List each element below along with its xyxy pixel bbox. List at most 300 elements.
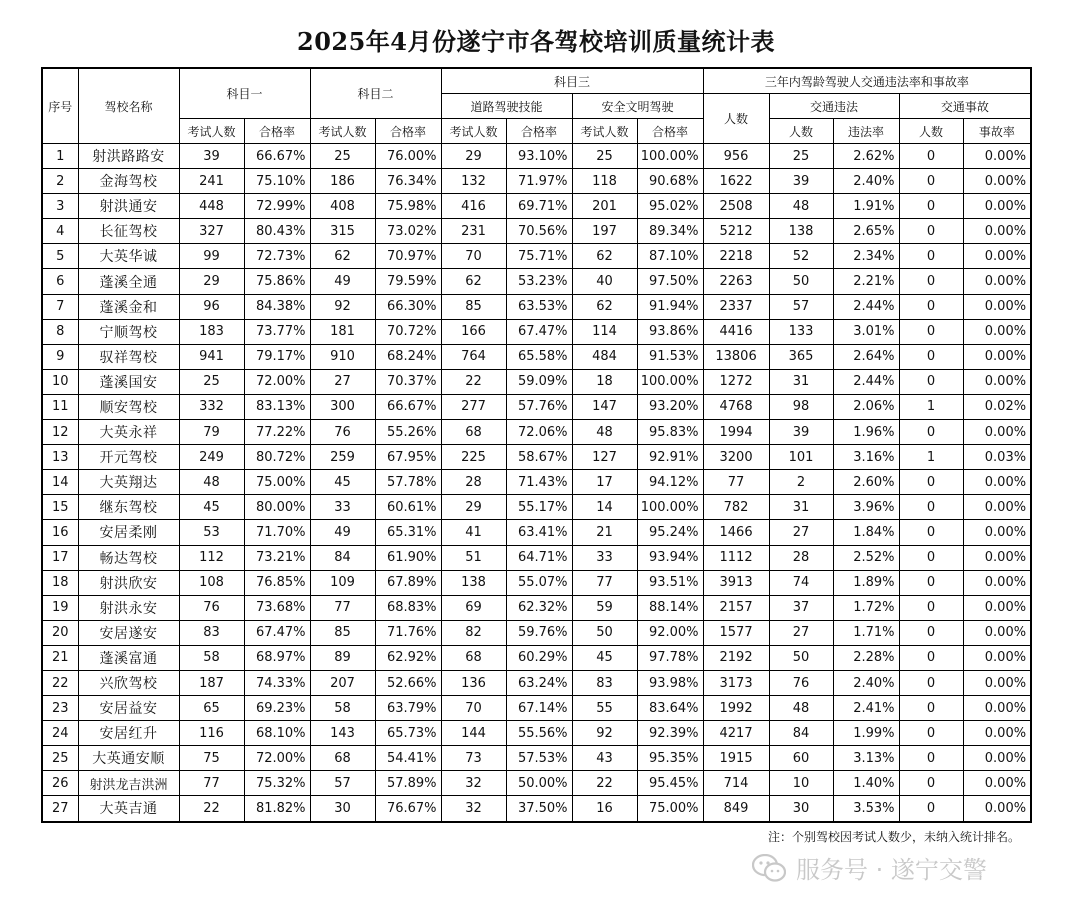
s2-exam-count-cell: 49 bbox=[310, 520, 375, 545]
accident-rate-cell: 0.00% bbox=[963, 219, 1031, 244]
accident-rate-cell: 0.00% bbox=[963, 670, 1031, 695]
safe-pass-rate-cell: 94.12% bbox=[637, 470, 703, 495]
violation-count-cell: 52 bbox=[769, 244, 833, 269]
row-seq-cell: 6 bbox=[42, 269, 78, 294]
accident-count-cell: 0 bbox=[899, 344, 963, 369]
school-name-cell: 蓬溪全通 bbox=[78, 269, 179, 294]
s1-pass-rate-cell: 75.00% bbox=[244, 470, 310, 495]
s2-exam-count-cell: 207 bbox=[310, 670, 375, 695]
road-exam-count-cell: 32 bbox=[441, 796, 506, 822]
people-count-cell: 1577 bbox=[703, 620, 769, 645]
accident-rate-cell: 0.00% bbox=[963, 595, 1031, 620]
accident-rate-cell: 0.00% bbox=[963, 294, 1031, 319]
violation-count-cell: 84 bbox=[769, 721, 833, 746]
table-row bbox=[42, 394, 1031, 419]
school-name-cell: 宁顺驾校 bbox=[78, 319, 179, 344]
accident-rate-cell: 0.03% bbox=[963, 445, 1031, 470]
s1-pass-rate-cell: 68.10% bbox=[244, 721, 310, 746]
school-name-cell: 大英通安顺 bbox=[78, 746, 179, 771]
s1-exam-count-cell: 53 bbox=[179, 520, 244, 545]
road-exam-count-cell: 231 bbox=[441, 219, 506, 244]
safe-exam-count-cell: 62 bbox=[572, 244, 637, 269]
violation-count-cell: 50 bbox=[769, 269, 833, 294]
table-row bbox=[42, 545, 1031, 570]
safe-pass-rate-cell: 87.10% bbox=[637, 244, 703, 269]
road-pass-rate-cell: 65.58% bbox=[506, 344, 572, 369]
safe-pass-rate-cell: 90.68% bbox=[637, 169, 703, 194]
school-name-cell: 射洪通安 bbox=[78, 194, 179, 219]
s2-pass-rate-cell: 76.67% bbox=[375, 796, 441, 822]
violation-rate-cell: 2.65% bbox=[833, 219, 899, 244]
safe-pass-rate-cell: 97.50% bbox=[637, 269, 703, 294]
people-count-cell: 1466 bbox=[703, 520, 769, 545]
row-seq-cell: 18 bbox=[42, 570, 78, 595]
road-exam-count-cell: 29 bbox=[441, 144, 506, 169]
people-count-cell: 3200 bbox=[703, 445, 769, 470]
accident-count-cell: 0 bbox=[899, 495, 963, 520]
road-pass-rate-cell: 75.71% bbox=[506, 244, 572, 269]
road-pass-rate-cell: 62.32% bbox=[506, 595, 572, 620]
safe-pass-rate-cell: 97.78% bbox=[637, 645, 703, 670]
safe-exam-count-cell: 45 bbox=[572, 645, 637, 670]
row-seq-cell: 14 bbox=[42, 470, 78, 495]
accident-count-cell: 0 bbox=[899, 244, 963, 269]
violation-rate-cell: 2.64% bbox=[833, 344, 899, 369]
violation-rate-cell: 3.16% bbox=[833, 445, 899, 470]
s1-pass-rate-cell: 84.38% bbox=[244, 294, 310, 319]
safe-pass-rate-cell: 95.35% bbox=[637, 746, 703, 771]
school-name-cell: 安居遂安 bbox=[78, 620, 179, 645]
s1-exam-count-cell: 249 bbox=[179, 445, 244, 470]
footnote: 注：个别驾校因考试人数少，未纳入统计排名。 bbox=[767, 830, 1020, 844]
people-count-cell: 1994 bbox=[703, 420, 769, 445]
road-pass-rate-cell: 55.07% bbox=[506, 570, 572, 595]
safe-exam-count-cell: 197 bbox=[572, 219, 637, 244]
s2-exam-count-cell: 181 bbox=[310, 319, 375, 344]
road-pass-rate-cell: 71.97% bbox=[506, 169, 572, 194]
road-exam-count-cell: 70 bbox=[441, 696, 506, 721]
s1-pass-rate-cell: 80.72% bbox=[244, 445, 310, 470]
road-exam-count-cell: 277 bbox=[441, 394, 506, 419]
s2-pass-rate-cell: 62.92% bbox=[375, 645, 441, 670]
s1-exam-count-cell: 65 bbox=[179, 696, 244, 721]
road-exam-count-cell: 62 bbox=[441, 269, 506, 294]
safe-pass-rate-cell: 92.00% bbox=[637, 620, 703, 645]
accident-count-cell: 0 bbox=[899, 319, 963, 344]
s2-exam-count-cell: 89 bbox=[310, 645, 375, 670]
s2-exam-count-cell: 300 bbox=[310, 394, 375, 419]
s2-pass-rate-cell: 66.67% bbox=[375, 394, 441, 419]
accident-rate-cell: 0.00% bbox=[963, 771, 1031, 796]
safe-exam-count-cell: 59 bbox=[572, 595, 637, 620]
school-name-cell: 长征驾校 bbox=[78, 219, 179, 244]
accident-count-cell: 0 bbox=[899, 595, 963, 620]
safe-pass-rate-cell: 88.14% bbox=[637, 595, 703, 620]
safe-exam-count-cell: 43 bbox=[572, 746, 637, 771]
safe-exam-count-cell: 17 bbox=[572, 470, 637, 495]
violation-count-cell: 31 bbox=[769, 495, 833, 520]
safe-pass-rate-cell: 91.53% bbox=[637, 344, 703, 369]
people-count-cell: 13806 bbox=[703, 344, 769, 369]
people-count-cell: 1112 bbox=[703, 545, 769, 570]
header-people: 人数 bbox=[703, 94, 769, 144]
accident-count-cell: 0 bbox=[899, 721, 963, 746]
violation-rate-cell: 1.91% bbox=[833, 194, 899, 219]
s2-pass-rate-cell: 70.37% bbox=[375, 369, 441, 394]
school-name-cell: 蓬溪国安 bbox=[78, 369, 179, 394]
accident-count-cell: 0 bbox=[899, 194, 963, 219]
statistics-table bbox=[41, 67, 1032, 823]
violation-count-cell: 138 bbox=[769, 219, 833, 244]
school-name-cell: 射洪路路安 bbox=[78, 144, 179, 169]
table-row bbox=[42, 344, 1031, 369]
violation-rate-cell: 2.60% bbox=[833, 470, 899, 495]
s2-exam-count-cell: 315 bbox=[310, 219, 375, 244]
people-count-cell: 956 bbox=[703, 144, 769, 169]
accident-count-cell: 0 bbox=[899, 696, 963, 721]
s2-exam-count-cell: 25 bbox=[310, 144, 375, 169]
violation-rate-cell: 2.44% bbox=[833, 294, 899, 319]
safe-pass-rate-cell: 75.00% bbox=[637, 796, 703, 822]
s1-pass-rate-cell: 72.00% bbox=[244, 746, 310, 771]
accident-rate-cell: 0.00% bbox=[963, 244, 1031, 269]
violation-rate-cell: 2.34% bbox=[833, 244, 899, 269]
road-exam-count-cell: 68 bbox=[441, 420, 506, 445]
violation-count-cell: 31 bbox=[769, 369, 833, 394]
people-count-cell: 2157 bbox=[703, 595, 769, 620]
road-pass-rate-cell: 71.43% bbox=[506, 470, 572, 495]
safe-pass-rate-cell: 93.20% bbox=[637, 394, 703, 419]
table-row bbox=[42, 269, 1031, 294]
road-pass-rate-cell: 69.71% bbox=[506, 194, 572, 219]
row-seq-cell: 25 bbox=[42, 746, 78, 771]
school-name-cell: 顺安驾校 bbox=[78, 394, 179, 419]
s1-exam-count-cell: 96 bbox=[179, 294, 244, 319]
s1-exam-count-cell: 45 bbox=[179, 495, 244, 520]
violation-count-cell: 37 bbox=[769, 595, 833, 620]
s1-exam-count-cell: 187 bbox=[179, 670, 244, 695]
table-header bbox=[42, 68, 1031, 144]
s2-exam-count-cell: 58 bbox=[310, 696, 375, 721]
accident-rate-cell: 0.00% bbox=[963, 746, 1031, 771]
road-exam-count-cell: 85 bbox=[441, 294, 506, 319]
s1-exam-count-cell: 83 bbox=[179, 620, 244, 645]
s2-pass-rate-cell: 67.95% bbox=[375, 445, 441, 470]
s2-pass-rate-cell: 55.26% bbox=[375, 420, 441, 445]
table-row bbox=[42, 520, 1031, 545]
school-name-cell: 大英吉通 bbox=[78, 796, 179, 822]
row-seq-cell: 1 bbox=[42, 144, 78, 169]
violation-count-cell: 39 bbox=[769, 169, 833, 194]
s1-exam-count-cell: 76 bbox=[179, 595, 244, 620]
safe-exam-count-cell: 25 bbox=[572, 144, 637, 169]
s1-exam-count-cell: 241 bbox=[179, 169, 244, 194]
safe-exam-count-cell: 33 bbox=[572, 545, 637, 570]
row-seq-cell: 10 bbox=[42, 369, 78, 394]
violation-count-cell: 50 bbox=[769, 645, 833, 670]
violation-rate-cell: 2.40% bbox=[833, 670, 899, 695]
school-name-cell: 开元驾校 bbox=[78, 445, 179, 470]
accident-count-cell: 1 bbox=[899, 394, 963, 419]
school-name-cell: 射洪欣安 bbox=[78, 570, 179, 595]
accident-rate-cell: 0.00% bbox=[963, 420, 1031, 445]
s2-pass-rate-cell: 60.61% bbox=[375, 495, 441, 520]
road-pass-rate-cell: 67.47% bbox=[506, 319, 572, 344]
s2-exam-count-cell: 33 bbox=[310, 495, 375, 520]
people-count-cell: 4416 bbox=[703, 319, 769, 344]
s2-exam-count-cell: 49 bbox=[310, 269, 375, 294]
s1-exam-count-cell: 58 bbox=[179, 645, 244, 670]
s2-pass-rate-cell: 76.00% bbox=[375, 144, 441, 169]
s1-exam-count-cell: 332 bbox=[179, 394, 244, 419]
s2-exam-count-cell: 259 bbox=[310, 445, 375, 470]
school-name-cell: 安居红升 bbox=[78, 721, 179, 746]
violation-rate-cell: 1.89% bbox=[833, 570, 899, 595]
accident-count-cell: 0 bbox=[899, 144, 963, 169]
school-name-cell: 安居柔刚 bbox=[78, 520, 179, 545]
road-exam-count-cell: 73 bbox=[441, 746, 506, 771]
safe-pass-rate-cell: 100.00% bbox=[637, 369, 703, 394]
s2-pass-rate-cell: 75.98% bbox=[375, 194, 441, 219]
violation-count-cell: 10 bbox=[769, 771, 833, 796]
road-pass-rate-cell: 58.67% bbox=[506, 445, 572, 470]
safe-exam-count-cell: 77 bbox=[572, 570, 637, 595]
row-seq-cell: 26 bbox=[42, 771, 78, 796]
header-s2-exam-count: 考试人数 bbox=[310, 119, 375, 144]
safe-exam-count-cell: 92 bbox=[572, 721, 637, 746]
school-name-cell: 安居益安 bbox=[78, 696, 179, 721]
people-count-cell: 2192 bbox=[703, 645, 769, 670]
s1-exam-count-cell: 25 bbox=[179, 369, 244, 394]
row-seq-cell: 16 bbox=[42, 520, 78, 545]
s2-pass-rate-cell: 79.59% bbox=[375, 269, 441, 294]
people-count-cell: 1622 bbox=[703, 169, 769, 194]
road-pass-rate-cell: 59.76% bbox=[506, 620, 572, 645]
road-pass-rate-cell: 72.06% bbox=[506, 420, 572, 445]
violation-count-cell: 98 bbox=[769, 394, 833, 419]
accident-rate-cell: 0.00% bbox=[963, 269, 1031, 294]
row-seq-cell: 12 bbox=[42, 420, 78, 445]
violation-rate-cell: 2.40% bbox=[833, 169, 899, 194]
table-row bbox=[42, 319, 1031, 344]
safe-pass-rate-cell: 83.64% bbox=[637, 696, 703, 721]
accident-count-cell: 0 bbox=[899, 620, 963, 645]
people-count-cell: 3913 bbox=[703, 570, 769, 595]
accident-count-cell: 0 bbox=[899, 294, 963, 319]
violation-count-cell: 60 bbox=[769, 746, 833, 771]
accident-rate-cell: 0.00% bbox=[963, 495, 1031, 520]
table-row bbox=[42, 369, 1031, 394]
accident-count-cell: 1 bbox=[899, 445, 963, 470]
s1-pass-rate-cell: 73.21% bbox=[244, 545, 310, 570]
table-row bbox=[42, 570, 1031, 595]
header-s2-pass-rate: 合格率 bbox=[375, 119, 441, 144]
accident-count-cell: 0 bbox=[899, 645, 963, 670]
s2-pass-rate-cell: 57.78% bbox=[375, 470, 441, 495]
s1-exam-count-cell: 116 bbox=[179, 721, 244, 746]
accident-rate-cell: 0.00% bbox=[963, 470, 1031, 495]
road-exam-count-cell: 225 bbox=[441, 445, 506, 470]
s2-pass-rate-cell: 61.90% bbox=[375, 545, 441, 570]
violation-count-cell: 30 bbox=[769, 796, 833, 822]
row-seq-cell: 23 bbox=[42, 696, 78, 721]
table-row bbox=[42, 721, 1031, 746]
accident-rate-cell: 0.02% bbox=[963, 394, 1031, 419]
safe-exam-count-cell: 114 bbox=[572, 319, 637, 344]
row-seq-cell: 9 bbox=[42, 344, 78, 369]
header-accident: 交通事故 bbox=[899, 94, 1031, 119]
table-row bbox=[42, 169, 1031, 194]
school-name-cell: 射洪永安 bbox=[78, 595, 179, 620]
s1-pass-rate-cell: 72.99% bbox=[244, 194, 310, 219]
road-exam-count-cell: 82 bbox=[441, 620, 506, 645]
row-seq-cell: 17 bbox=[42, 545, 78, 570]
table-row bbox=[42, 420, 1031, 445]
safe-pass-rate-cell: 93.86% bbox=[637, 319, 703, 344]
accident-rate-cell: 0.00% bbox=[963, 194, 1031, 219]
people-count-cell: 3173 bbox=[703, 670, 769, 695]
violation-count-cell: 25 bbox=[769, 144, 833, 169]
header-s1-exam-count: 考试人数 bbox=[179, 119, 244, 144]
s2-exam-count-cell: 45 bbox=[310, 470, 375, 495]
road-pass-rate-cell: 70.56% bbox=[506, 219, 572, 244]
road-pass-rate-cell: 63.53% bbox=[506, 294, 572, 319]
s1-pass-rate-cell: 67.47% bbox=[244, 620, 310, 645]
safe-exam-count-cell: 21 bbox=[572, 520, 637, 545]
road-pass-rate-cell: 57.76% bbox=[506, 394, 572, 419]
s2-exam-count-cell: 910 bbox=[310, 344, 375, 369]
school-name-cell: 大英翔达 bbox=[78, 470, 179, 495]
people-count-cell: 2263 bbox=[703, 269, 769, 294]
accident-count-cell: 0 bbox=[899, 269, 963, 294]
header-subject3: 科目三 bbox=[441, 68, 703, 94]
safe-pass-rate-cell: 92.39% bbox=[637, 721, 703, 746]
row-seq-cell: 20 bbox=[42, 620, 78, 645]
s2-exam-count-cell: 408 bbox=[310, 194, 375, 219]
road-exam-count-cell: 28 bbox=[441, 470, 506, 495]
road-exam-count-cell: 69 bbox=[441, 595, 506, 620]
s2-pass-rate-cell: 70.72% bbox=[375, 319, 441, 344]
table-row bbox=[42, 771, 1031, 796]
s2-exam-count-cell: 62 bbox=[310, 244, 375, 269]
accident-count-cell: 0 bbox=[899, 169, 963, 194]
violation-rate-cell: 2.21% bbox=[833, 269, 899, 294]
people-count-cell: 2218 bbox=[703, 244, 769, 269]
s2-pass-rate-cell: 71.76% bbox=[375, 620, 441, 645]
violation-rate-cell: 1.84% bbox=[833, 520, 899, 545]
table-row bbox=[42, 696, 1031, 721]
road-pass-rate-cell: 67.14% bbox=[506, 696, 572, 721]
s1-exam-count-cell: 112 bbox=[179, 545, 244, 570]
table-row bbox=[42, 445, 1031, 470]
s1-exam-count-cell: 29 bbox=[179, 269, 244, 294]
header-violation-count: 人数 bbox=[769, 119, 833, 144]
row-seq-cell: 22 bbox=[42, 670, 78, 695]
s2-pass-rate-cell: 67.89% bbox=[375, 570, 441, 595]
violation-count-cell: 28 bbox=[769, 545, 833, 570]
road-exam-count-cell: 132 bbox=[441, 169, 506, 194]
table-row bbox=[42, 746, 1031, 771]
school-name-cell: 蓬溪富通 bbox=[78, 645, 179, 670]
people-count-cell: 77 bbox=[703, 470, 769, 495]
header-three-year: 三年内驾龄驾驶人交通违法率和事故率 bbox=[703, 68, 1031, 94]
accident-count-cell: 0 bbox=[899, 219, 963, 244]
violation-count-cell: 74 bbox=[769, 570, 833, 595]
safe-exam-count-cell: 14 bbox=[572, 495, 637, 520]
violation-count-cell: 39 bbox=[769, 420, 833, 445]
s1-pass-rate-cell: 66.67% bbox=[244, 144, 310, 169]
watermark bbox=[752, 850, 987, 885]
header-subject2: 科目二 bbox=[310, 68, 441, 119]
s1-pass-rate-cell: 83.13% bbox=[244, 394, 310, 419]
s1-pass-rate-cell: 71.70% bbox=[244, 520, 310, 545]
accident-count-cell: 0 bbox=[899, 670, 963, 695]
s2-exam-count-cell: 84 bbox=[310, 545, 375, 570]
row-seq-cell: 21 bbox=[42, 645, 78, 670]
row-seq-cell: 11 bbox=[42, 394, 78, 419]
safe-exam-count-cell: 83 bbox=[572, 670, 637, 695]
accident-rate-cell: 0.00% bbox=[963, 144, 1031, 169]
row-seq-cell: 2 bbox=[42, 169, 78, 194]
s1-exam-count-cell: 75 bbox=[179, 746, 244, 771]
s2-exam-count-cell: 85 bbox=[310, 620, 375, 645]
violation-rate-cell: 1.96% bbox=[833, 420, 899, 445]
accident-count-cell: 0 bbox=[899, 570, 963, 595]
road-exam-count-cell: 166 bbox=[441, 319, 506, 344]
header-safe-pass-rate: 合格率 bbox=[637, 119, 703, 144]
s1-pass-rate-cell: 80.43% bbox=[244, 219, 310, 244]
s1-pass-rate-cell: 81.82% bbox=[244, 796, 310, 822]
s1-pass-rate-cell: 80.00% bbox=[244, 495, 310, 520]
s2-exam-count-cell: 109 bbox=[310, 570, 375, 595]
table-row bbox=[42, 244, 1031, 269]
school-name-cell: 驭祥驾校 bbox=[78, 344, 179, 369]
s1-pass-rate-cell: 75.32% bbox=[244, 771, 310, 796]
header-subject1: 科目一 bbox=[179, 68, 310, 119]
road-pass-rate-cell: 64.71% bbox=[506, 545, 572, 570]
table-row bbox=[42, 595, 1031, 620]
people-count-cell: 714 bbox=[703, 771, 769, 796]
violation-rate-cell: 1.71% bbox=[833, 620, 899, 645]
school-name-cell: 蓬溪金和 bbox=[78, 294, 179, 319]
safe-exam-count-cell: 18 bbox=[572, 369, 637, 394]
s2-exam-count-cell: 92 bbox=[310, 294, 375, 319]
row-seq-cell: 27 bbox=[42, 796, 78, 822]
road-exam-count-cell: 70 bbox=[441, 244, 506, 269]
s1-pass-rate-cell: 73.68% bbox=[244, 595, 310, 620]
safe-pass-rate-cell: 100.00% bbox=[637, 495, 703, 520]
accident-rate-cell: 0.00% bbox=[963, 796, 1031, 822]
school-name-cell: 继东驾校 bbox=[78, 495, 179, 520]
accident-rate-cell: 0.00% bbox=[963, 645, 1031, 670]
accident-rate-cell: 0.00% bbox=[963, 169, 1031, 194]
people-count-cell: 849 bbox=[703, 796, 769, 822]
s1-exam-count-cell: 48 bbox=[179, 470, 244, 495]
s2-exam-count-cell: 27 bbox=[310, 369, 375, 394]
row-seq-cell: 19 bbox=[42, 595, 78, 620]
table-row bbox=[42, 645, 1031, 670]
road-pass-rate-cell: 93.10% bbox=[506, 144, 572, 169]
people-count-cell: 4768 bbox=[703, 394, 769, 419]
violation-rate-cell: 3.01% bbox=[833, 319, 899, 344]
s1-exam-count-cell: 448 bbox=[179, 194, 244, 219]
safe-exam-count-cell: 201 bbox=[572, 194, 637, 219]
accident-count-cell: 0 bbox=[899, 796, 963, 822]
safe-exam-count-cell: 55 bbox=[572, 696, 637, 721]
s1-pass-rate-cell: 73.77% bbox=[244, 319, 310, 344]
road-exam-count-cell: 32 bbox=[441, 771, 506, 796]
s2-pass-rate-cell: 65.73% bbox=[375, 721, 441, 746]
